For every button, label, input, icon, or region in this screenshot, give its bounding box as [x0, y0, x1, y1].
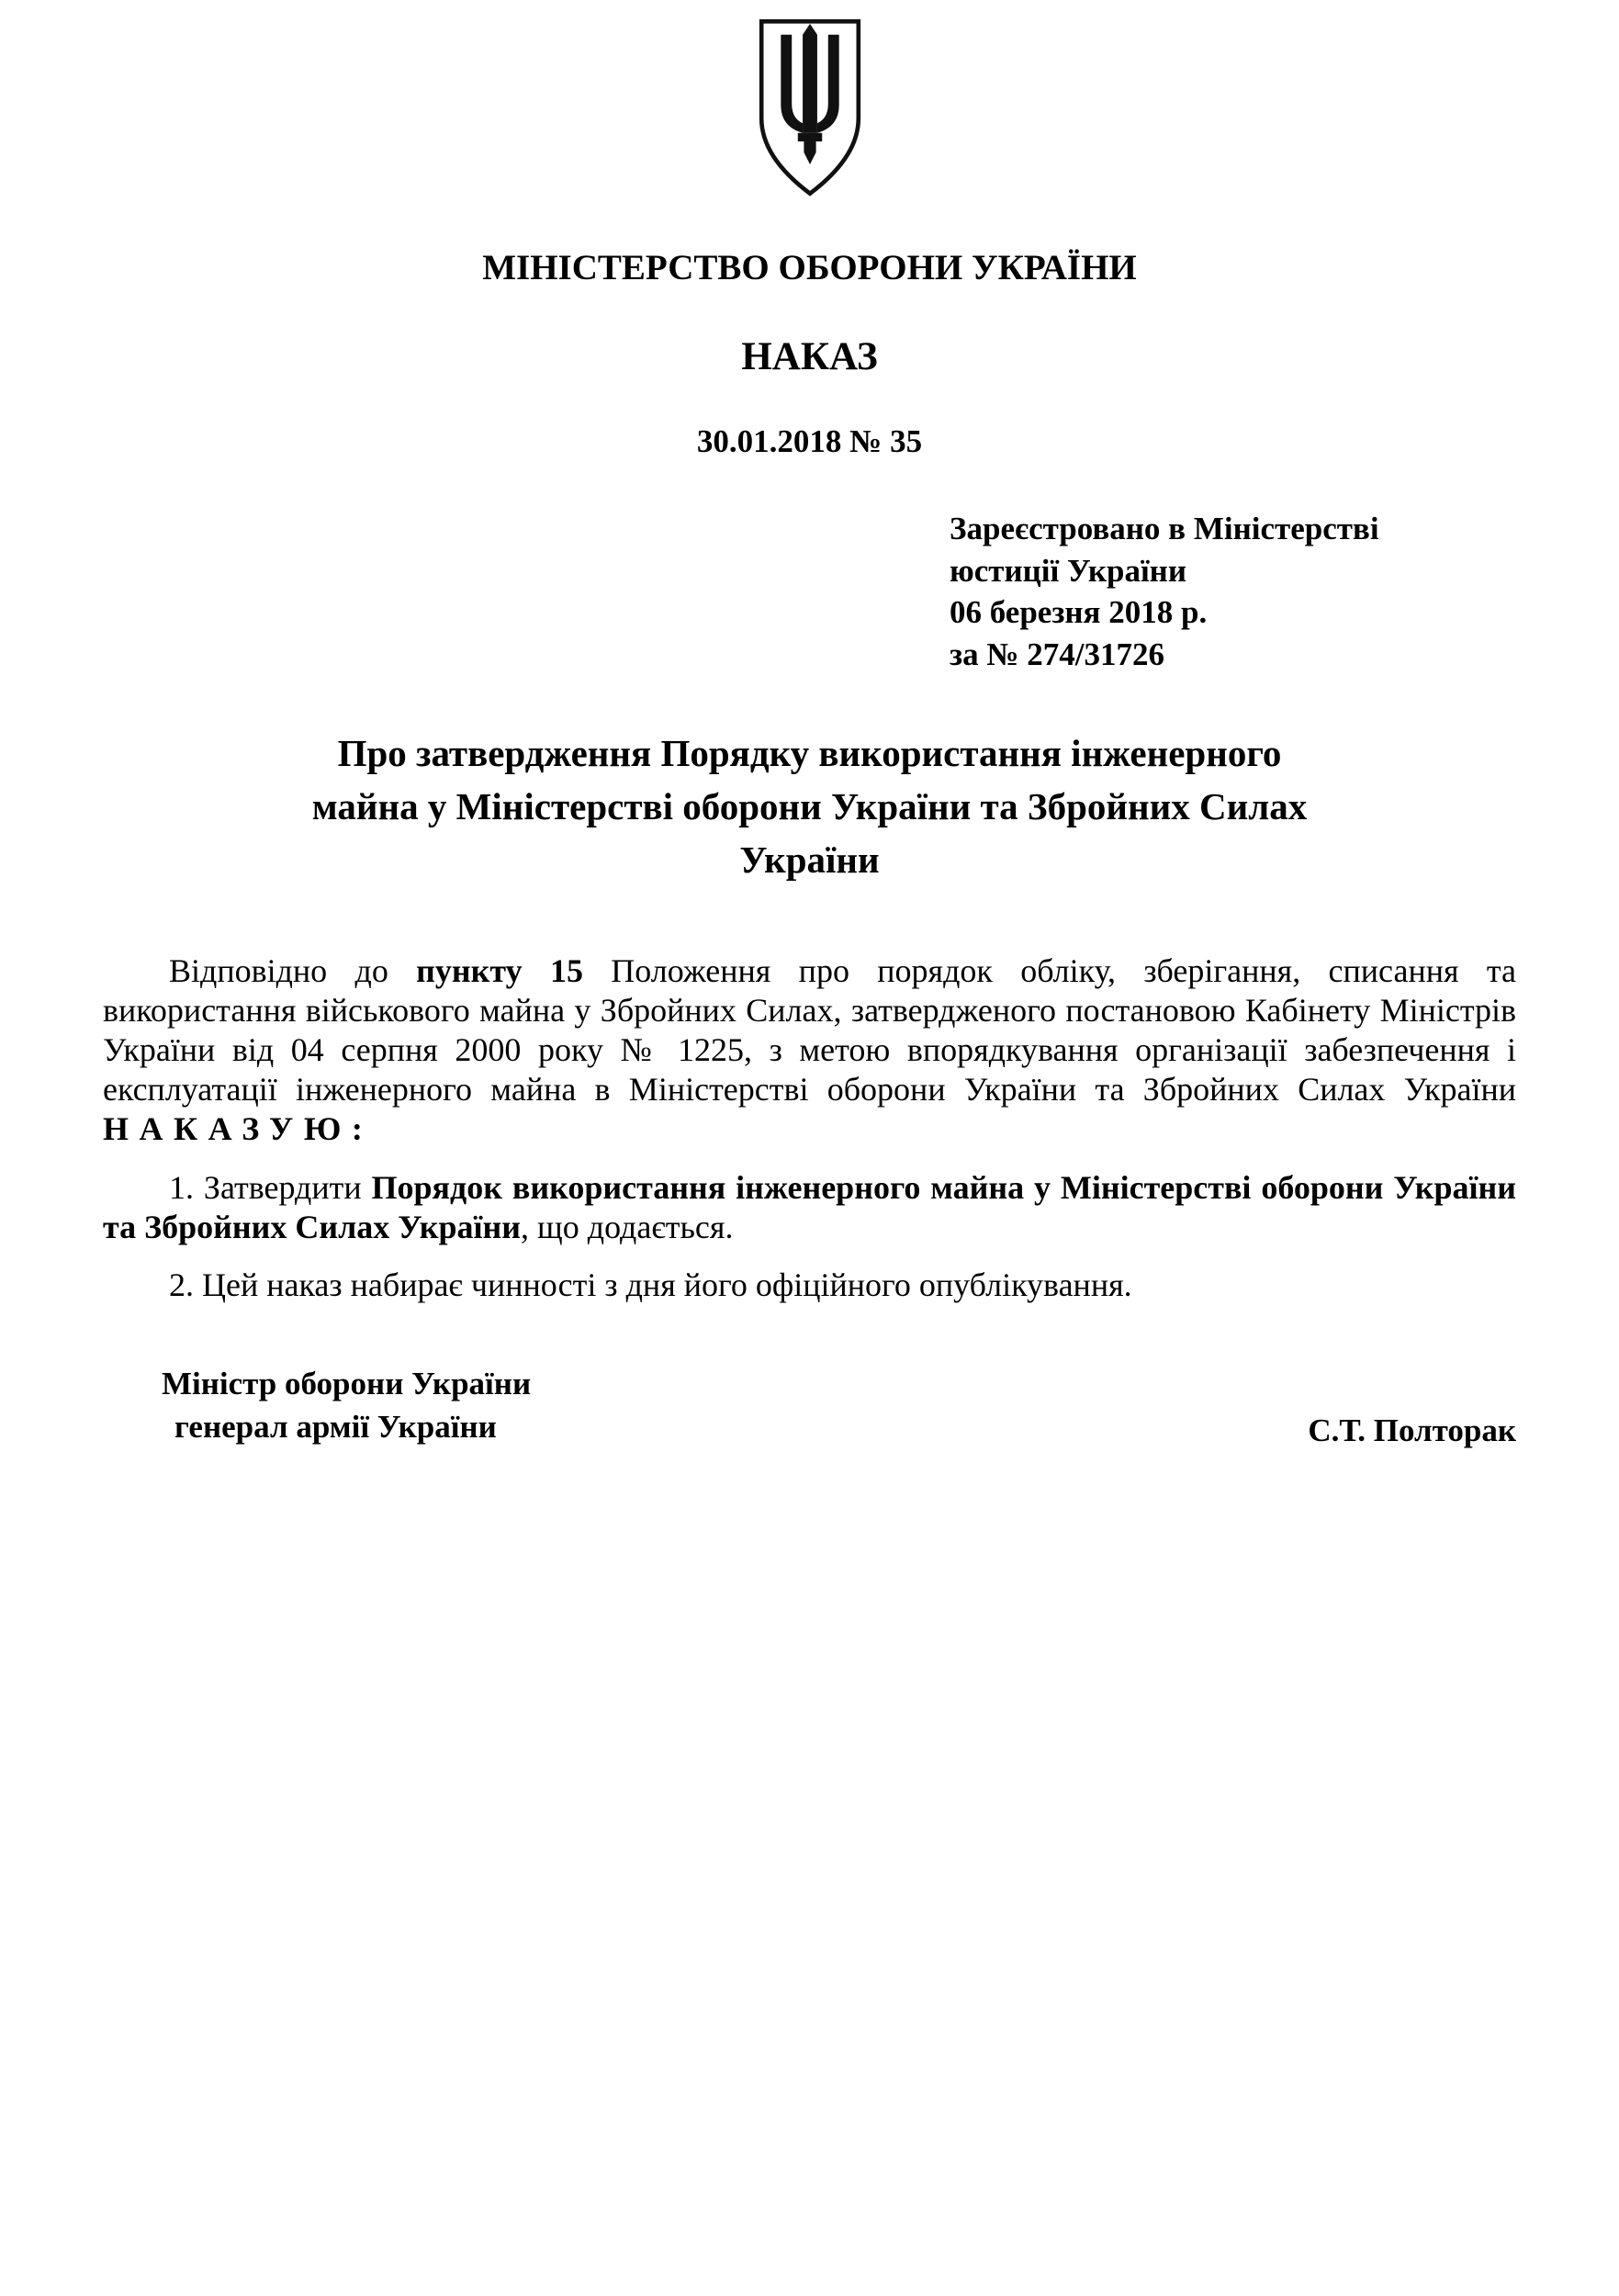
- registration-line: 06 березня 2018 р.: [950, 594, 1208, 630]
- document-title: [103, 726, 1516, 887]
- ukraine-trident-coat-of-arms-icon: [749, 17, 871, 203]
- order-item-2: 2. Цей наказ набирає чинності з дня його офіційного опублікування.: [169, 1266, 1132, 1303]
- intro-paragraph: [103, 951, 1516, 1150]
- signatory-position: [162, 1362, 531, 1449]
- emblem-block: [103, 17, 1516, 203]
- intro-reference: пункту 15: [416, 951, 583, 989]
- item1-procedure-name: Порядок використання інженерного майна у Міністерстві оборони України та Збройних Силах України: [103, 1168, 1516, 1245]
- intro-text-part2: Положення про порядок обліку, зберігання, списання та використання військового майна у Збройних Силах, затвердженого постановою Кабінету Міністрів України від 04 серпня 2000 року № 1225, з метою впорядкування організації забезпечення і експлуатації інженерного майна в Міністерстві оборони України та Збройних Силах України: [103, 951, 1517, 1109]
- document-type-heading: НАКАЗ: [741, 335, 878, 378]
- order-item-1: [103, 1168, 1516, 1247]
- ministry-name: МІНІСТЕРСТВО ОБОРОНИ УКРАЇНИ: [482, 248, 1137, 287]
- signatory-position-line2: генерал армії України: [174, 1409, 497, 1446]
- registration-line: Зареєстровано в Міністерстві: [950, 511, 1379, 546]
- document-title-line: Про затвердження Порядку використання інженерного: [337, 732, 1282, 774]
- document-title-line: майна у Міністерстві оборони України та Збройних Силах: [311, 785, 1308, 828]
- registration-line: юстиції України: [950, 552, 1187, 589]
- item1-suffix: , що додається.: [521, 1208, 734, 1245]
- signature-block: [103, 1362, 1516, 1449]
- signatory-position-line1: Міністр оборони України: [162, 1366, 532, 1402]
- item1-prefix: 1. Затвердити: [169, 1168, 372, 1206]
- order-date-number: 30.01.2018 № 35: [696, 423, 923, 459]
- signatory-name: С.Т. Полторак: [1308, 1412, 1516, 1448]
- registration-block: [950, 508, 1516, 675]
- document-title-line: України: [739, 838, 880, 882]
- registration-line: за № 274/31726: [950, 636, 1164, 672]
- order-word: НАКАЗУЮ:: [103, 1110, 374, 1148]
- intro-text-part1: Відповідно до: [169, 951, 417, 989]
